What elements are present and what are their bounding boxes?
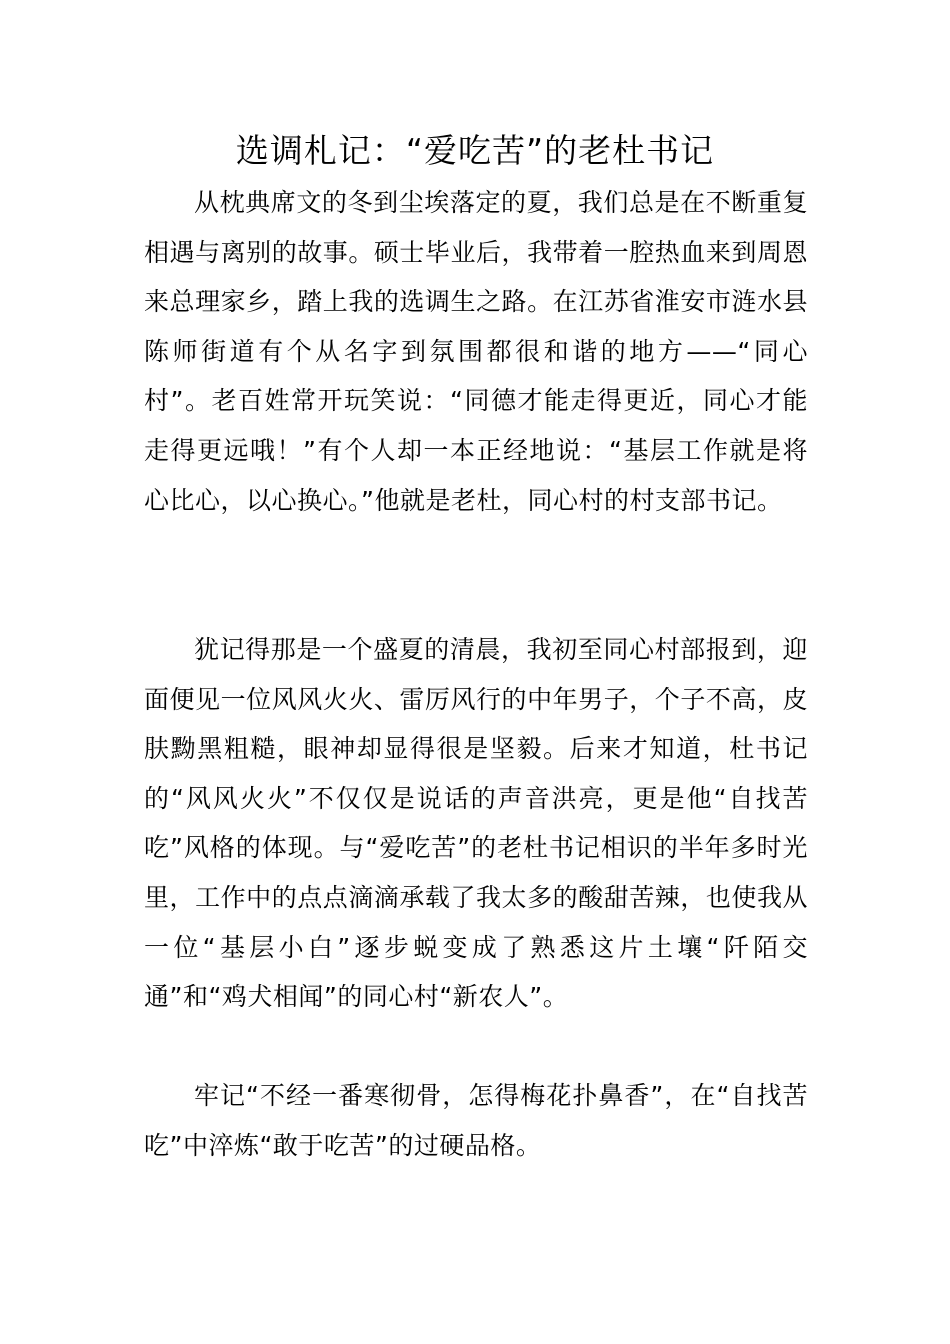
- paragraph-3: 牢记“不经一番寒彻骨，怎得梅花扑鼻香”，在“自找苦吃”中淬炼“敢于吃苦”的过硬品格。: [144, 1081, 808, 1160]
- paragraph-1: 从枕典席文的冬到尘埃落定的夏，我们总是在不断重复相遇与离别的故事。硕士毕业后，我带着一腔热血来到周恩来总理家乡，踏上我的选调生之路。在江苏省淮安市涟水县陈师街道有个从名字到氛围都很和谐的地方——“同心村”。老百姓常开玩笑说：“同德才能走得更近，同心才能走得更远哦！”有个人却一本正经地说：“基层工作就是将心比心，以心换心。”他就是老杜，同心村的村支部书记。: [144, 188, 808, 515]
- document-title: 选调札记：“爱吃苦”的老杜书记: [235, 131, 715, 170]
- paragraph-2: 犹记得那是一个盛夏的清晨，我初至同心村部报到，迎面便见一位风风火火、雷厉风行的中年男子，个子不高，皮肤黝黑粗糙，眼神却显得很是坚毅。后来才知道，杜书记的“风风火火”不仅仅是说话的声音洪亮，更是他“自找苦吃”风格的体现。与“爱吃苦”的老杜书记相识的半年多时光里，工作中的点点滴滴承载了我太多的酸甜苦辣，也使我从一位“基层小白”逐步蜕变成了熟悉这片土壤“阡陌交通”和“鸡犬相闻”的同心村“新农人”。: [144, 635, 808, 1012]
